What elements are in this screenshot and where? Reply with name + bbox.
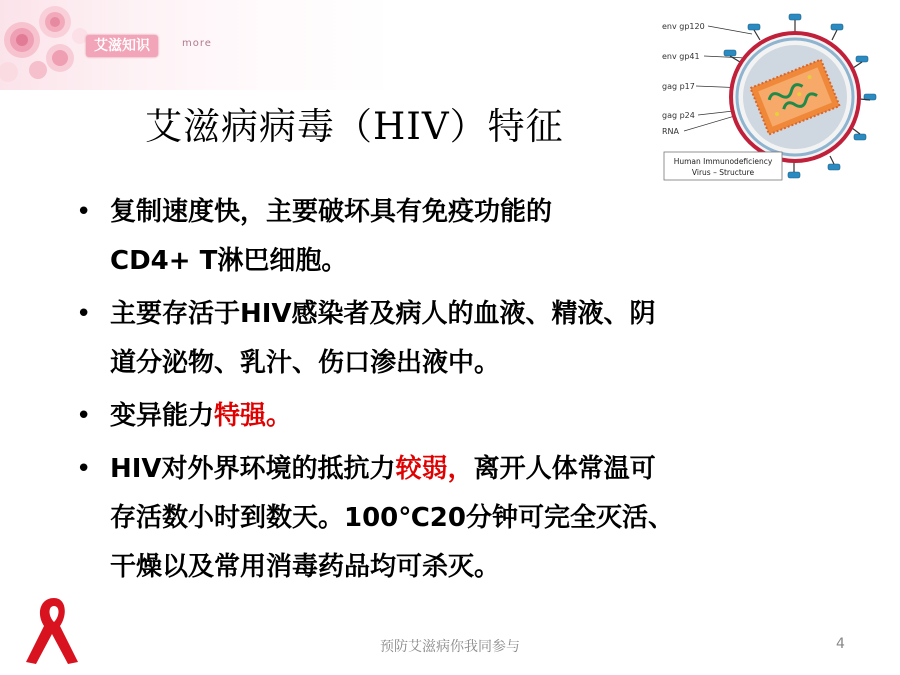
bullet-text: 主要存活于HIV感染者及病人的血液、精液、阴 [110,299,656,329]
more-link[interactable]: more [182,38,212,49]
bullet-item [70,392,810,441]
bullet-dot-icon: • [76,299,92,329]
label-env-gp120: env gp120 [662,22,705,31]
bullet-item [70,188,810,286]
page-number: 4 [836,636,845,652]
roses-decoration-icon [0,0,100,85]
bullet-text: HIV对外界环境的抵抗力 [110,454,396,484]
bullet-text: 存活数小时到数天。100℃20分钟可完全灭活、 [110,503,674,533]
bullet-dot-icon: • [76,454,92,484]
bullet-text: 变异能力 [110,401,215,431]
bullet-text: 道分泌物、乳汁、伤口渗出液中。 [110,348,501,378]
bullet-text: 离开人体常温可 [473,454,656,484]
bullet-highlight: 较弱， [395,454,474,484]
label-gag-p24: gag p24 [662,111,695,120]
bullet-text: CD4+ T淋巴细胞。 [110,246,348,276]
slide-title: 艾滋病病毒（HIV）特征 [145,105,564,148]
logo-badge[interactable]: 艾滋知识 [86,35,158,57]
hiv-structure-diagram [660,10,895,185]
header-banner [0,0,560,90]
diagram-caption-line2: Virus – Structure [691,168,755,177]
footer-text: 预防艾滋病你我同参与 [380,639,520,655]
label-env-gp41: env gp41 [662,52,700,61]
diagram-caption-line1: Human Immunodeficiency [673,157,773,166]
bullet-highlight: 特强。 [214,401,293,431]
bullet-list [70,188,810,596]
bullet-item [70,445,810,592]
bullet-text: 干燥以及常用消毒药品均可杀灭。 [110,552,501,582]
bullet-dot-icon: • [76,401,92,431]
label-rna: RNA [662,127,680,136]
diagram-labels [662,22,705,136]
bullet-text: 复制速度快，主要破坏具有免疫功能的 [110,197,553,227]
label-gag-p17: gag p17 [662,82,695,91]
bullet-item [70,290,810,388]
bullet-dot-icon: • [76,197,92,227]
